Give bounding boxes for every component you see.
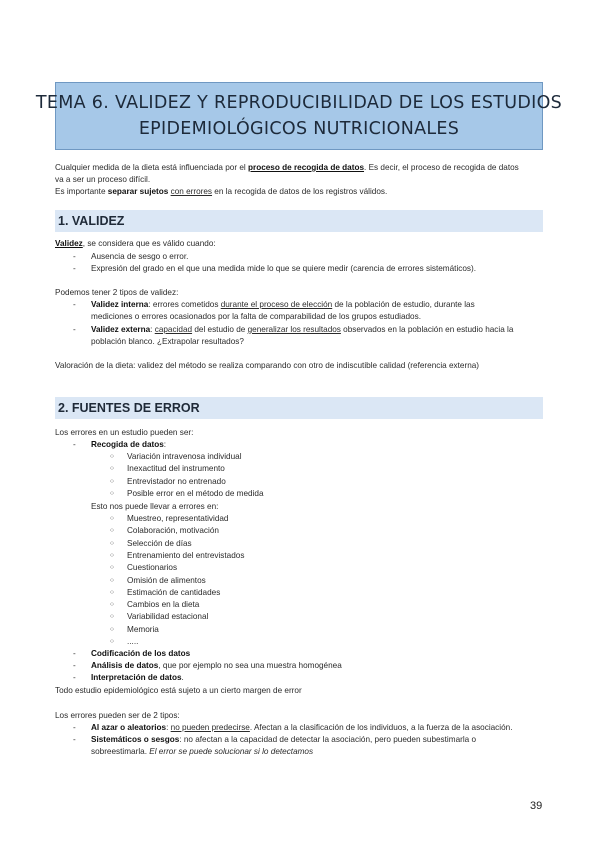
intro-text: Cualquier medida de la dieta está influenciada por el — [55, 163, 248, 172]
dos-tipos-intro: Los errores pueden ser de 2 tipos: — [55, 711, 180, 720]
sublist-item: Omisión de alimentos — [127, 575, 206, 585]
validez-interna-line-1: Validez interna: errores cometidos durante el proceso de elección de la población de estudio, durante las — [91, 300, 475, 309]
intro-text: Es importante — [55, 187, 108, 196]
validez-definition — [55, 238, 216, 250]
sublist-item: Entrevistador no entrenado — [127, 476, 226, 486]
bullet-dash: - — [73, 649, 76, 658]
sublist-item: Colaboración, motivación — [127, 526, 219, 536]
validez-interna-underline: durante el proceso de elección — [220, 300, 333, 309]
error-sistematico-line-2: sobreestimarla. El error se puede solucionar si lo detectamos — [91, 747, 314, 756]
circle-bullet-icon: ○ — [110, 527, 114, 535]
circle-bullet-icon: ○ — [110, 539, 114, 547]
error-sistematico-line-1: Sistemáticos o sesgos: no afectan a la capacidad de detectar la asociación, pero pueden subestimarla o — [91, 735, 477, 744]
circle-bullet-icon: ○ — [110, 477, 114, 485]
validez-bullet-1: Ausencia de sesgo o error. — [91, 252, 189, 261]
aleatorio-underline: no pueden predecirse — [170, 723, 250, 732]
validez-bullet-2: Expresión del grado en el que una medida mide lo que se quiere medir (carencia de errores sistemáticos). — [91, 264, 477, 273]
bullet-dash: - — [73, 723, 76, 732]
validez-interna-line-2: mediciones o errores ocasionados por la falta de comparabilidad de los grupos estudiados. — [91, 312, 421, 321]
sublist-item: Posible error en el método de medida — [127, 488, 264, 498]
intro-line-1 — [55, 162, 519, 174]
sistematico-term: Sistemáticos o sesgos — [91, 735, 180, 744]
analisis-datos: Análisis de datos, que por ejemplo no sea una muestra homogénea — [91, 661, 342, 670]
interpretacion-datos: Interpretación de datos. — [91, 673, 184, 682]
errores-intro: Los errores en un estudio pueden ser: — [55, 428, 194, 437]
intro-underline: con errores — [170, 187, 213, 196]
recogida-term: Recogida de datos — [91, 440, 164, 449]
intro-emphasis: proceso de recogida de datos — [248, 163, 365, 172]
circle-bullet-icon: ○ — [110, 564, 114, 572]
validez-externa-line-1: Validez externa: capacidad del estudio de generalizar los resultados observados en la población en estudio hacia la — [91, 325, 514, 334]
intro-emphasis: separar sujetos — [107, 187, 169, 196]
circle-bullet-icon: ○ — [110, 465, 114, 473]
recogida-datos: Recogida de datos: — [91, 440, 167, 449]
intro-line-2: va a ser un proceso difícil. — [55, 175, 151, 184]
circle-bullet-icon: ○ — [110, 489, 114, 497]
bullet-dash: - — [73, 325, 76, 334]
aleatorio-term: Al azar o aleatorios — [91, 723, 167, 732]
chapter-title-line-2: EPIDEMIOLÓGICOS NUTRICIONALES — [138, 119, 460, 139]
chapter-title-box — [35, 82, 563, 150]
interpretacion-term: Interpretación de datos — [91, 673, 182, 682]
sublist-item: Inexactitud del instrumento — [127, 464, 225, 474]
sublist-item: Selección de días — [127, 538, 192, 548]
circle-bullet-icon: ○ — [110, 613, 114, 621]
sublist-item: Entrenamiento del entrevistados — [127, 550, 245, 560]
analisis-term: Análisis de datos — [91, 661, 159, 670]
sublist-item: ..... — [127, 637, 139, 646]
codificacion-datos — [91, 648, 190, 660]
chapter-title-line-1: TEMA 6. VALIDEZ Y REPRODUCIBILIDAD DE LOS ESTUDIOS — [35, 93, 563, 113]
bullet-dash: - — [73, 661, 76, 670]
circle-bullet-icon: ○ — [110, 515, 114, 522]
bullet-dash: - — [73, 673, 76, 682]
sublist-item: Variación intravenosa individual — [127, 452, 242, 461]
intro-text: . Es decir, el proceso de recogida de datos — [364, 163, 519, 172]
validez-externa-line-2: población blanco. ¿Extrapolar resultados? — [91, 337, 244, 346]
validez-text: , se considera que es válido cuando: — [82, 239, 216, 248]
validez-externa-term: Validez externa — [91, 325, 151, 334]
validez-term: Validez — [55, 239, 83, 248]
sublist-item: Cuestionarios — [127, 563, 178, 573]
bullet-dash: - — [73, 300, 76, 309]
page-number: 39 — [530, 800, 543, 812]
bullet-dash: - — [73, 252, 76, 261]
sublist-item: Memoria — [127, 624, 159, 634]
intro-line-3 — [55, 186, 387, 198]
validez-externa-underline: generalizar los resultados — [247, 325, 341, 334]
bullet-dash: - — [73, 264, 76, 273]
circle-bullet-icon: ○ — [110, 625, 114, 633]
validez-interna-term: Validez interna — [91, 300, 149, 309]
bullet-dash: - — [73, 735, 76, 744]
margen-error: Todo estudio epidemiológico está sujeto a un cierto margen de error — [55, 686, 302, 695]
codificacion-term: Codificación de los datos — [91, 649, 191, 658]
circle-bullet-icon: ○ — [110, 588, 114, 596]
sublist-item: Variabilidad estacional — [127, 612, 209, 622]
circle-bullet-icon: ○ — [110, 551, 114, 559]
sublist-item: Estimación de cantidades — [127, 587, 221, 597]
intro-text: en la recogida de datos de los registros válidos. — [212, 187, 388, 196]
bullet-dash: - — [73, 440, 76, 449]
circle-bullet-icon: ○ — [110, 453, 114, 460]
sistematico-italic: El error se puede solucionar si lo detectamos — [149, 747, 314, 756]
sublist-item: Muestreo, representatividad — [127, 514, 229, 523]
tipos-validez-intro: Podemos tener 2 tipos de validez: — [55, 288, 179, 297]
section-heading-validez: 1. VALIDEZ — [55, 210, 543, 232]
llevar-errores-intro: Esto nos puede llevar a errores en: — [91, 502, 219, 511]
validez-externa-underline: capacidad — [154, 325, 193, 334]
circle-bullet-icon: ○ — [110, 576, 114, 584]
circle-bullet-icon: ○ — [110, 601, 114, 609]
error-aleatorio: Al azar o aleatorios: no pueden predecirse. Afectan a la clasificación de los individuos, a la fuerza de la asociación. — [91, 723, 513, 732]
valoracion-dieta: Valoración de la dieta: validez del método se realiza comparando con otro de indiscutible calidad (referencia externa) — [55, 361, 480, 370]
circle-bullet-icon: ○ — [110, 638, 114, 645]
sublist-item: Cambios en la dieta — [127, 600, 200, 610]
section-heading-fuentes-error: 2. FUENTES DE ERROR — [55, 397, 543, 419]
